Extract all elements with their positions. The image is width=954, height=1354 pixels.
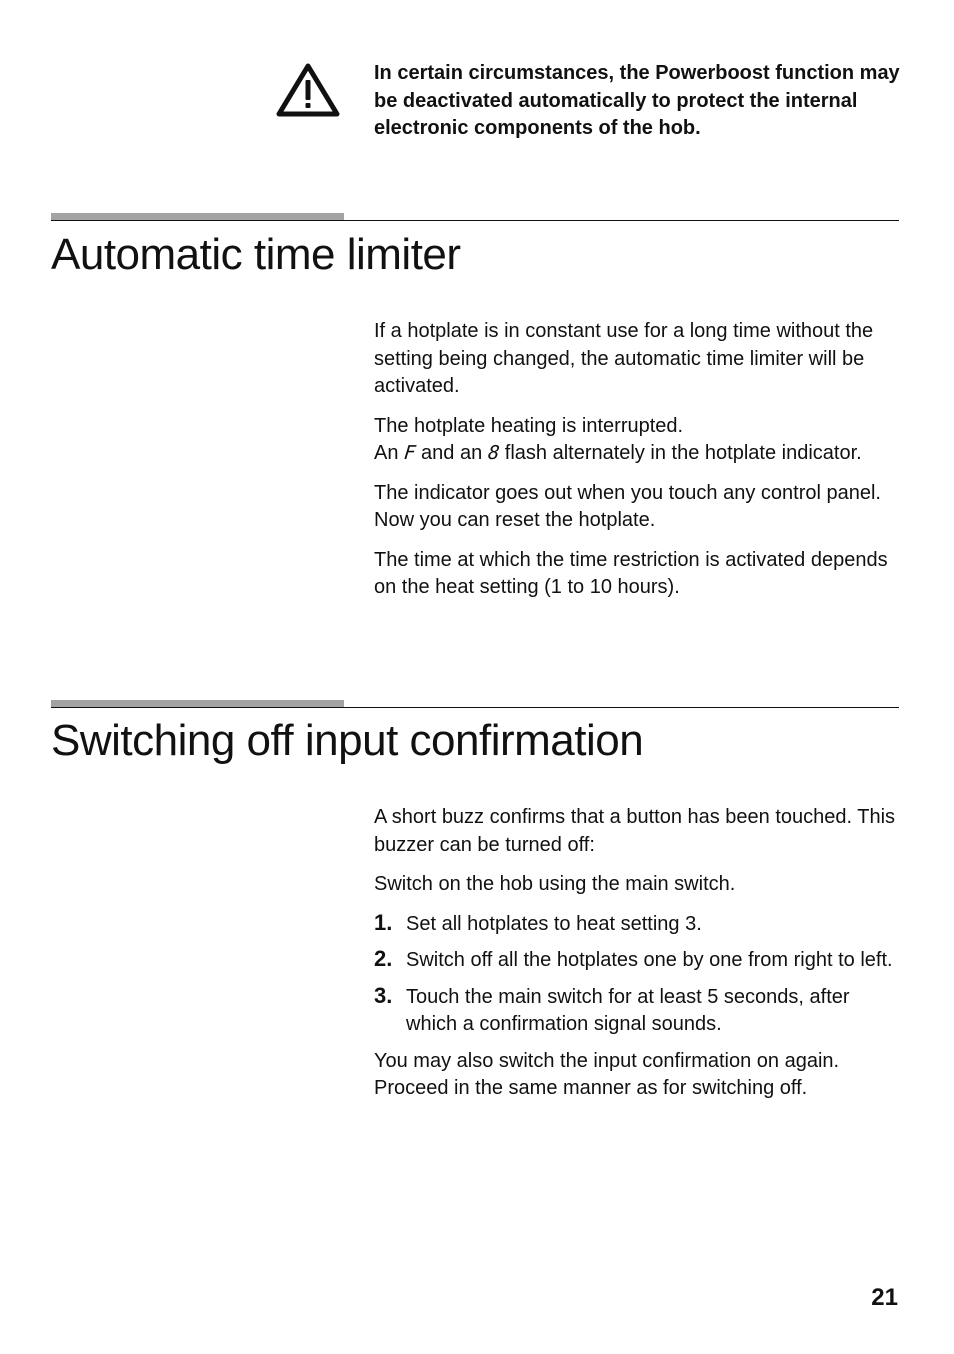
section-body-time-limiter [374, 318, 904, 614]
steps-list [374, 911, 904, 1039]
section-divider-line [51, 220, 899, 222]
paragraph: A short buzz confirms that a button has been touched. This buzzer can be turned off: [374, 806, 896, 856]
step-item [374, 911, 904, 939]
paragraph: If a hotplate is in constant use for a long time without the setting being changed, the automatic time limiter will be activated. [374, 320, 874, 397]
display-symbol-8: 8 [486, 442, 501, 464]
section-title-automatic-time-limiter: Automatic time limiter [51, 230, 461, 279]
section-title-switching-off-input-confirmation: Switching off input confirmation [51, 716, 644, 765]
section-divider [51, 700, 899, 708]
step-text: Touch the main switch for at least 5 seconds, after which a confirmation signal sounds. [406, 985, 850, 1035]
paragraph-line: The hotplate heating is interrupted. [374, 414, 684, 437]
paragraph-text: flash alternately in the hotplate indicator. [504, 442, 862, 464]
warning-text: In certain circumstances, the Powerboost function may be deactivated automatically to protect the internal electronic components of the hob. [374, 62, 900, 139]
warning-triangle-icon [276, 62, 340, 118]
step-number: 1. [374, 909, 393, 935]
paragraph: You may also switch the input confirmation on again. Proceed in the same manner as for switching off. [374, 1049, 840, 1099]
paragraph-text: and an [421, 442, 483, 464]
section-divider-line [51, 707, 899, 709]
step-item [374, 984, 904, 1039]
section-body-input-confirmation [374, 804, 904, 1115]
paragraph: The indicator goes out when you touch any control panel. Now you can reset the hotplate. [374, 481, 881, 531]
paragraph: The time at which the time restriction is activated depends on the heat setting (1 to 10 hours). [374, 548, 888, 598]
step-item [374, 947, 904, 975]
paragraph: Switch on the hob using the main switch. [374, 873, 736, 895]
step-text: Switch off all the hotplates one by one from right to left. [406, 949, 893, 971]
section-divider [51, 213, 899, 221]
step-number: 3. [374, 982, 393, 1008]
paragraph-text: An [374, 442, 399, 464]
paragraph [374, 413, 904, 468]
step-text: Set all hotplates to heat setting 3. [406, 912, 702, 935]
display-symbol-f: F [402, 442, 417, 464]
page-number: 21 [871, 1284, 898, 1311]
step-number: 2. [374, 946, 393, 971]
